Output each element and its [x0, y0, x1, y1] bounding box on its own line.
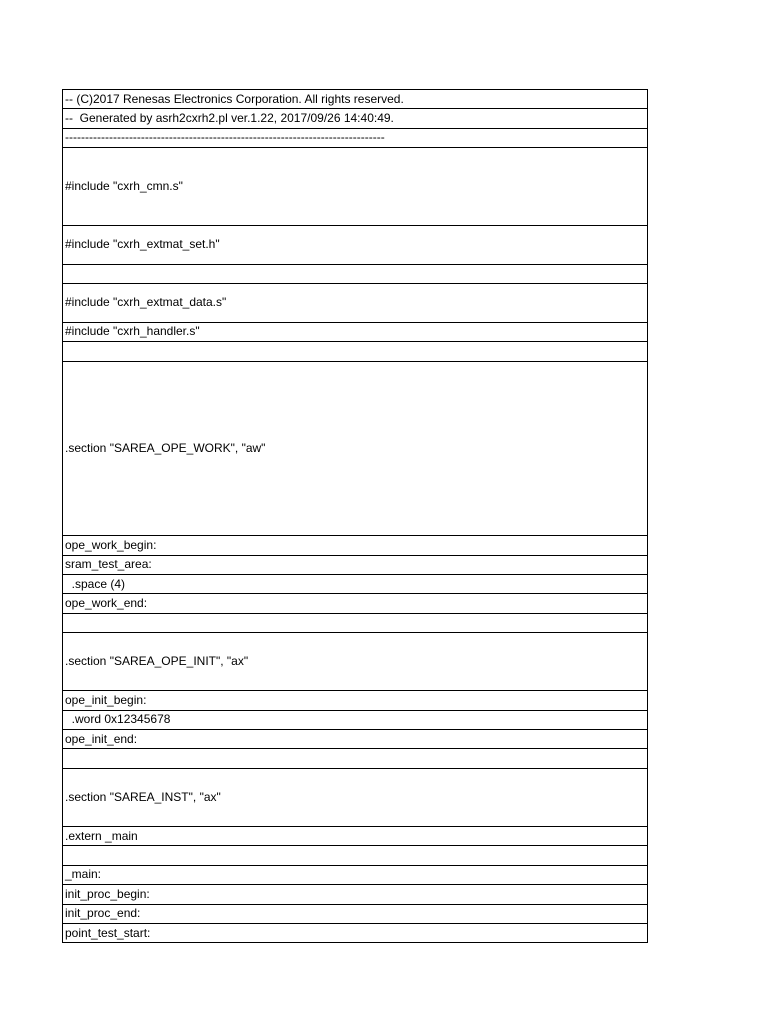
empty-cell: [63, 613, 648, 632]
code-line-cell: .section "SAREA_INST", "ax": [63, 768, 648, 826]
table-row: [63, 225, 648, 264]
table-row: [63, 109, 648, 128]
table-row: [63, 322, 648, 341]
table-row: [63, 555, 648, 574]
empty-cell: [63, 749, 648, 768]
code-line-cell: point_test_start:: [63, 923, 648, 942]
source-listing-table: [62, 89, 648, 943]
code-line-cell: .section "SAREA_OPE_WORK", "aw": [63, 361, 648, 536]
code-line-cell: init_proc_end:: [63, 904, 648, 923]
table-row: [63, 283, 648, 322]
code-line-cell: #include "cxrh_cmn.s": [63, 148, 648, 226]
code-line-cell: sram_test_area:: [63, 555, 648, 574]
empty-cell: [63, 846, 648, 865]
table-row: [63, 923, 648, 942]
table-row: [63, 361, 648, 536]
table-row: [63, 827, 648, 846]
code-line-cell: ope_work_begin:: [63, 536, 648, 555]
code-line-cell: #include "cxrh_extmat_set.h": [63, 225, 648, 264]
table-row: [63, 342, 648, 361]
code-line-cell: ope_work_end:: [63, 594, 648, 613]
code-line-cell: ope_init_begin:: [63, 691, 648, 710]
table-row: [63, 768, 648, 826]
code-line-cell: _main:: [63, 865, 648, 884]
code-line-cell: .word 0x12345678: [63, 710, 648, 729]
empty-cell: [63, 264, 648, 283]
table-row: [63, 691, 648, 710]
table-row: [63, 633, 648, 691]
table-row: [63, 846, 648, 865]
table-row: [63, 885, 648, 904]
table-row: [63, 865, 648, 884]
code-line-cell: -- Generated by asrh2cxrh2.pl ver.1.22, 2017/09/26 14:40:49.: [63, 109, 648, 128]
code-line-cell: #include "cxrh_extmat_data.s": [63, 283, 648, 322]
table-row: [63, 613, 648, 632]
code-line-cell: .extern _main: [63, 827, 648, 846]
code-line-cell: init_proc_begin:: [63, 885, 648, 904]
code-line-cell: --------------------------------------------------------------------------------: [63, 128, 648, 147]
code-line-cell: .section "SAREA_OPE_INIT", "ax": [63, 633, 648, 691]
table-row: [63, 128, 648, 147]
table-row: [63, 574, 648, 593]
table-row: [63, 710, 648, 729]
table-row: [63, 264, 648, 283]
table-row: [63, 90, 648, 109]
table-row: [63, 594, 648, 613]
table-row: [63, 749, 648, 768]
code-line-cell: #include "cxrh_handler.s": [63, 322, 648, 341]
table-row: [63, 536, 648, 555]
code-line-cell: -- (C)2017 Renesas Electronics Corporation. All rights reserved.: [63, 90, 648, 109]
table-row: [63, 148, 648, 226]
code-line-cell: ope_init_end:: [63, 730, 648, 749]
empty-cell: [63, 342, 648, 361]
code-line-cell: .space (4): [63, 574, 648, 593]
table-row: [63, 730, 648, 749]
table-row: [63, 904, 648, 923]
source-listing-body: [63, 90, 648, 943]
